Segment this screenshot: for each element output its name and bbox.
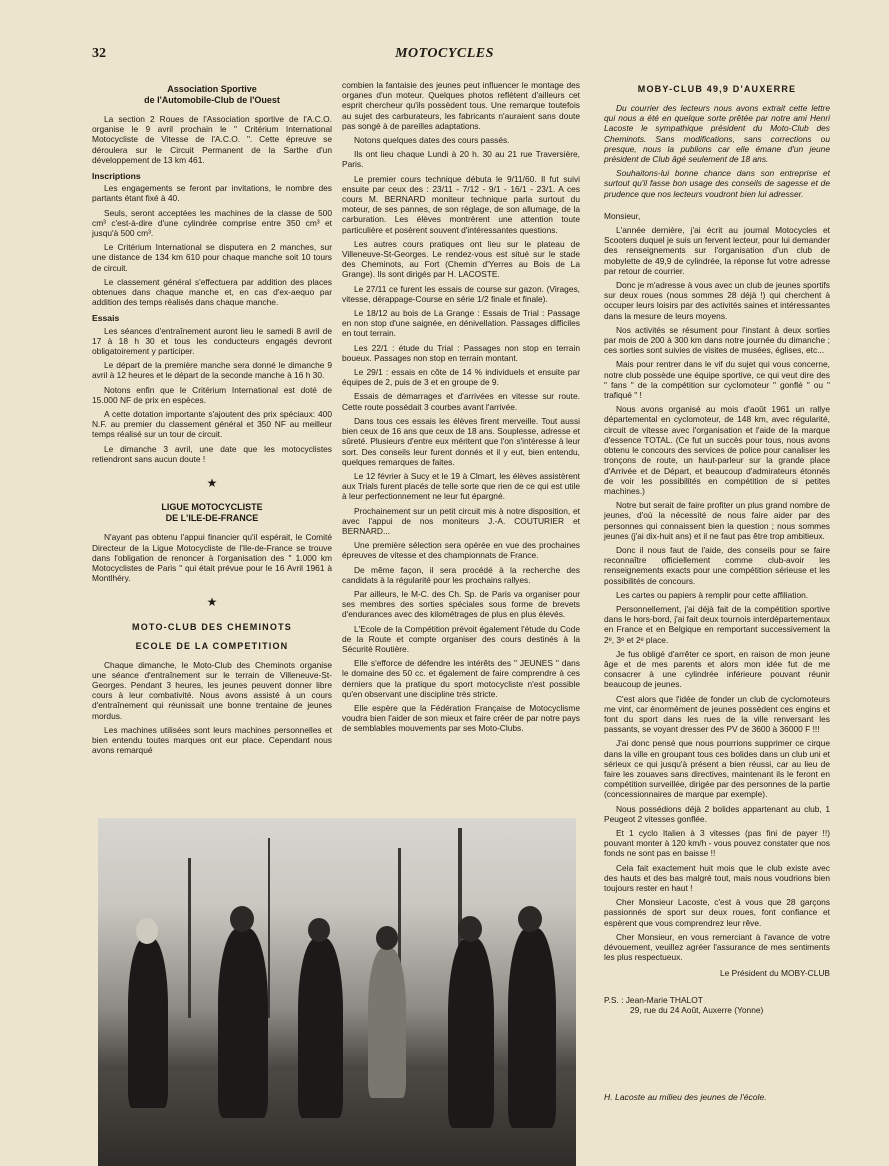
ecole-heading: ECOLE DE LA COMPETITION bbox=[135, 640, 289, 651]
paragraph: Je fus obligé d'arrêter ce sport, en raison de mon jeune âge et de mes parents et alors mon idée fut de me consacrer à une cylindrée inférieure pouvant réunir beaucoup de jeunes. bbox=[604, 648, 830, 690]
paragraph: Chaque dimanche, le Moto-Club des Cheminots organise une séance d'entraînement sur le terrain de Villeneuve-St-Georges. Pendant 3 heures, les jeunes peuvent donner libre cours à leur combativité. Nous avons assisté à un cours d'entraînement qui réunissait une bonne trentaine de jeunes mordus. bbox=[92, 659, 332, 721]
aco-title-line1: Association Sportive bbox=[167, 84, 257, 94]
paragraph: Cher Monsieur, en vous remerciant à l'avance de votre dévouement, veuillez agréer l'assurance de mes sentiments les plus respectueux. bbox=[604, 931, 830, 963]
paragraph: Donc il nous faut de l'aide, des conseils pour se faire reconnaître officiellement comme club-avoir les renseignements exacts pour une compétition sérieuse et les possibilités de concours. bbox=[604, 544, 830, 586]
group-photo bbox=[98, 818, 576, 1166]
ligue-heading bbox=[92, 502, 332, 524]
paragraph: Nous avons organisé au mois d'août 1961 un rallye départemental en cyclomoteur, de 148 km, avec régularité, circuit de vitesse avec l'organisation et l'aide de la marque d'essence TOTAL. (Ce fut un succès pour tous, nous avons obtenu le concours des services de police pour canaliser les tronçons de route, un haut-parleur sur la grande place d'Arrivée et de Départ, et beaucoup d'admirateurs étonnés de voir les possibilités en compétition de si petites machines.) bbox=[604, 404, 830, 496]
column-right bbox=[604, 80, 830, 1015]
paragraph: La section 2 Roues de l'Association sportive de l'A.C.O. organise le 9 avril prochain le " Critérium International Motocycliste de Vitesse de l'A.C.O. ". Cette épreuve se déroulera sur le Circuit Permanent de la Sarthe d'un développement de 13 km 461. bbox=[92, 114, 332, 165]
paragraph: Essais de démarrages et d'arrivées en vitesse sur route. Cette route possédait 3 courbes avant l'arrivée. bbox=[342, 391, 580, 412]
paragraph: Notons quelques dates des cours passés. bbox=[354, 135, 510, 146]
paragraph: J'ai donc pensé que nous pourrions supprimer ce cirque dans la ville en groupant tous ces bolides dans un club uni et sérieux ce qui jusqu'à présent a bien réussi, car au lieu de faire les zouaves sans directives, maintenant ils le feront en compétition surveillée, dirigée par des personnes de la partie (concessionnaires de marque par exemple). bbox=[604, 738, 830, 800]
section-heading: Inscriptions bbox=[92, 171, 141, 182]
paragraph: De même façon, il sera procédé à la recherche des candidats à la régularité pour les prochains rallyes. bbox=[342, 564, 580, 585]
paragraph: A cette dotation importante s'ajoutent des prix spéciaux: 400 N.F. au premier du classement général et 350 NF au meilleur temps réalisé sur un tour de circuit. bbox=[92, 409, 332, 440]
section-heading: Essais bbox=[92, 313, 120, 324]
editor-intro bbox=[604, 103, 830, 199]
paragraph: Le dimanche 3 avril, une date que les motocyclistes retiendront sans aucun doute ! bbox=[92, 443, 332, 464]
postscript-address: 29, rue du 24 Août, Auxerre (Yonne) bbox=[630, 1004, 764, 1015]
paragraph: Une première sélection sera opérée en vue des prochaines épreuves de vitesse et des championnats de France. bbox=[342, 540, 580, 561]
page-number: 32 bbox=[92, 46, 106, 61]
paragraph: Ils ont lieu chaque Lundi à 20 h. 30 au 21 rue Traversière, Paris. bbox=[342, 149, 580, 170]
paragraph: Notre but serait de faire profiter un plus grand nombre de jeunes, d'où la nécessité de nous faire aider par des personnes qui connaissent bien la question ; nous sommes jeunes (j'ai dix-huit ans) et il ne faut pas être trop ambitieux. bbox=[604, 500, 830, 541]
paragraph: Donc je m'adresse à vous avec un club de jeunes sportifs sur deux roues (nous sommes 28 déjà !) qui cherchent à occuper leurs loisirs par des activités saines et intéressantes dans la mesure de leurs moyens. bbox=[604, 280, 830, 321]
magazine-title: MOTOCYCLES bbox=[395, 46, 494, 61]
paragraph: Le Critérium International se disputera en 2 manches, sur une distance de 134 km 610 pour chaque manche soit 10 tours de circuit. bbox=[92, 242, 332, 273]
paragraph: Et 1 cyclo Italien à 3 vitesses (pas fini de payer !!) pouvant monter à 120 km/h - vous pouvez constater que nos fonds ne sont pas en baisse !! bbox=[604, 828, 830, 859]
paragraph: Notons enfin que le Critérium International est doté de 15.000 NF de prix en espèces. bbox=[92, 384, 332, 405]
paragraph: Par ailleurs, le M-C. des Ch. Sp. de Paris va organiser pour ses membres des sorties spéciales sous forme de brevets d'endurances avec des kilométrages de plus en plus élevés. bbox=[342, 588, 580, 620]
paragraph: Souhaitons-lui bonne chance dans son entreprise et surtout qu'il fasse bon usage des conseils de sagesse et de prudence que nos lecteurs voudront bien lui adresser. bbox=[604, 168, 830, 199]
paragraph: N'ayant pas obtenu l'appui financier qu'il espérait, le Comité Directeur de la Ligue Motocycliste de l'Ile-de-France se trouve dans l'obligation de renoncer à l'organisation des " 1.000 km Motocyclistes de Paris " qui était prévue pour le 16 Avril 1961 à Montlhéry. bbox=[92, 532, 332, 584]
star-separator: ★ bbox=[206, 595, 218, 610]
cheminots-heading: MOTO-CLUB DES CHEMINOTS bbox=[132, 621, 292, 632]
signature: Le Président du MOBY-CLUB bbox=[719, 968, 830, 979]
paragraph: Les cartes ou papiers à remplir pour cette affiliation. bbox=[616, 589, 809, 600]
paragraph: combien la fantaisie des jeunes peut influencer le montage des organes d'un moteur. Quelques photos reflètent d'ailleurs cet esprit chercheur qu'ils possèdent tous. Une remarque toutefois au sujet des carburateurs, les fabricants n'auraient sans doute pas songé à de pareilles adaptations. bbox=[342, 80, 580, 131]
paragraph: Cela fait exactement huit mois que le club existe avec des hauts et des bas malgré tout, mais nous voudrions bien toujours rester en haut ! bbox=[604, 862, 830, 894]
paragraph: Le 29/1 : essais en côte de 14 % individuels et ensuite par équipes de 2, puis de 3 et en groupe de 9. bbox=[342, 367, 580, 388]
paragraph: Prochainement sur un petit circuit mis à notre disposition, et avec l'appui de nos moniteurs J.-A. COUTURIER et BERNARD... bbox=[342, 505, 580, 536]
paragraph: Personnellement, j'ai déjà fait de la compétition sportive dans le hors-bord, j'ai fait deux tournois interdépartementaux en France et en Belgique en remportant successivement la 2ᵉ, 3ᵉ et 2ᵉ place. bbox=[604, 603, 830, 645]
paragraph: Mais pour rentrer dans le vif du sujet qui vous concerne, notre club possède une équipe sportive, ce qui veut dire des " fans " de la compétition sur cyclomoteur " gonflé " ou " trafiqué " ! bbox=[604, 359, 830, 401]
photo-caption: H. Lacoste au milieu des jeunes de l'école. bbox=[604, 1092, 767, 1102]
paragraph: Le premier cours technique débuta le 9/11/60. Il fut suivi ensuite par ceux des : 23/11 - 7/12 - 9/1 - 16/1 - 23/1. A ces cours M. BERNARD moniteur technique parla surtout du moteur, de ses pannes, de son réglage, de son allumage, de la carburation. Les élèves montrèrent une attention toute particulière et posèrent souvent d'intéressantes questions. bbox=[342, 173, 580, 235]
paragraph: Le départ de la première manche sera donné le dimanche 9 avril à 12 heures et le départ de la seconde manche à 16 h 30. bbox=[92, 360, 332, 381]
aco-title-line2: de l'Automobile-Club de l'Ouest bbox=[144, 95, 280, 105]
paragraph: Les séances d'entraînement auront lieu le samedi 8 avril de 17 à 18 h 30 et tous les conducteurs engagés devront obligatoirement y participer. bbox=[92, 325, 332, 357]
paragraph: Elle espère que la Fédération Française de Motocyclisme voudra bien l'aider de son mieux et faire créer de par notre pays de semblables mouvements par ses Moto-Clubs. bbox=[342, 702, 580, 734]
moby-club-heading: MOBY-CLUB 49,9 D'AUXERRE bbox=[637, 84, 797, 94]
paragraph: L'Ecole de la Compétition prévoit également l'étude du Code de la Route et compte organiser des cours destinés à la Sécurité Routière. bbox=[342, 623, 580, 654]
salutation: Monsieur, bbox=[604, 210, 641, 221]
paragraph: Les engagements se feront par invitations, le nombre des partants étant fixé à 40. bbox=[92, 183, 332, 204]
star-separator: ★ bbox=[206, 476, 218, 491]
paragraph: Nos activités se résument pour l'instant à deux sorties par mois de 200 à 300 km dans notre journée du dimanche ; ces sorties sont suivies de visites de musées, églises, etc... bbox=[604, 324, 830, 356]
paragraph: Le 12 février à Sucy et le 19 à Clmart, les élèves assistèrent aux Trials furent placés de telle sorte que rien de ce qui est utile à leur perfectionnement ne leur fut épargné. bbox=[342, 470, 580, 502]
paragraph: Elle s'efforce de défendre les intérêts des " JEUNES " dans le domaine des 50 cc. et également de faire comprendre à ces derniers que la pratique du sport motocycliste n'est possible qu'en observant une discipline très stricte. bbox=[342, 658, 580, 699]
paragraph: Cher Monsieur Lacoste, c'est à vous que 28 garçons passionnés de sport sur deux roues, font confiance et espèrent que vous comprendrez leur rêve. bbox=[604, 897, 830, 928]
paragraph: Nous possédions déjà 2 bolides appartenant au club, 1 Peugeot 2 vitesses gonflée. bbox=[604, 803, 830, 824]
postscript bbox=[604, 995, 830, 1015]
paragraph: Le classement général s'effectuera par addition des places obtenues dans chaque manche et, en cas d'ex-aequo par addition des temps réalisés dans chaque manche. bbox=[92, 276, 332, 308]
paragraph: Les autres cours pratiques ont lieu sur le plateau de Villeneuve-St-Georges. Le rendez-vous est situé sur le stade des Cheminots, au Fort (Chemin d'Yerres au Bois de La Grange). Ils sont dirigés par H. LACOSTE. bbox=[342, 238, 580, 280]
postscript-name: P.S. : Jean-Marie THALOT bbox=[604, 994, 703, 1005]
column-middle bbox=[342, 80, 580, 738]
ligue-title-line1: LIGUE MOTOCYCLISTE bbox=[161, 502, 263, 513]
paragraph: Le 27/11 ce furent les essais de course sur gazon. (Virages, vitesse, dérappage-Course en série 1/2 finale et finale). bbox=[342, 283, 580, 304]
paragraph: L'année dernière, j'ai écrit au journal Motocycles et Scooters duquel je suis un fervent lecteur, pour lui demander des renseignements sur l'organisation d'un club de mobylette de 49,9 de cylindrée, la réponse fut votre adresse par retour de courrier. bbox=[604, 225, 830, 276]
ligue-title-line2: DE L'ILE-DE-FRANCE bbox=[165, 513, 259, 524]
paragraph: Le 18/12 au bois de La Grange : Essais de Trial : Passage en non stop d'une saignée, en dénivellation. Passages difficiles en tout terrain. bbox=[342, 308, 580, 339]
paragraph: C'est alors que l'idée de fonder un club de cyclomoteurs me vint, car énormément de jeunes possèdent ces engins et font du sport dans les rues de la ville renversant les passants, se voyant dresser des PV de 3600 à 36000 F !!! bbox=[604, 693, 830, 735]
paragraph: Dans tous ces essais les élèves firent merveille. Tout aussi bien ceux de 16 ans que ceux de 18 ans. Souplesse, adresse et sûreté. Plusieurs d'entre eux méritent que l'on s'intéresse à leur sort. Des conseils leur furent donnés et il y eut, bien entendu, quelques remarques de faites. bbox=[342, 415, 580, 467]
paragraph: Seuls, seront acceptées les machines de la classe de 500 cm³ c'est-à-dire d'une cylindrée comprise entre 350 cm³ et jusqu'à 500 cm³. bbox=[92, 207, 332, 239]
paragraph: Les machines utilisées sont leurs machines personnelles et bien entendu toutes marques ont eur place. Cependant nous avons remarqué bbox=[92, 724, 332, 756]
paragraph: Du courrier des lecteurs nous avons extrait cette lettre qui nous a été en quelque sorte prêtée par notre ami Henri Lacoste le sympathique président du Moto-Club des Cheminots. Sans modifications, sans corrections ou presque, nous la publions car elle émane d'un jeune président de Club âgé seulement de 18 ans. bbox=[604, 103, 830, 165]
column-left bbox=[92, 80, 332, 759]
aco-heading bbox=[92, 84, 332, 106]
paragraph: Les 22/1 : étude du Trial : Passages non stop en terrain boueux. Passages non stop en terrain montant. bbox=[342, 342, 580, 363]
